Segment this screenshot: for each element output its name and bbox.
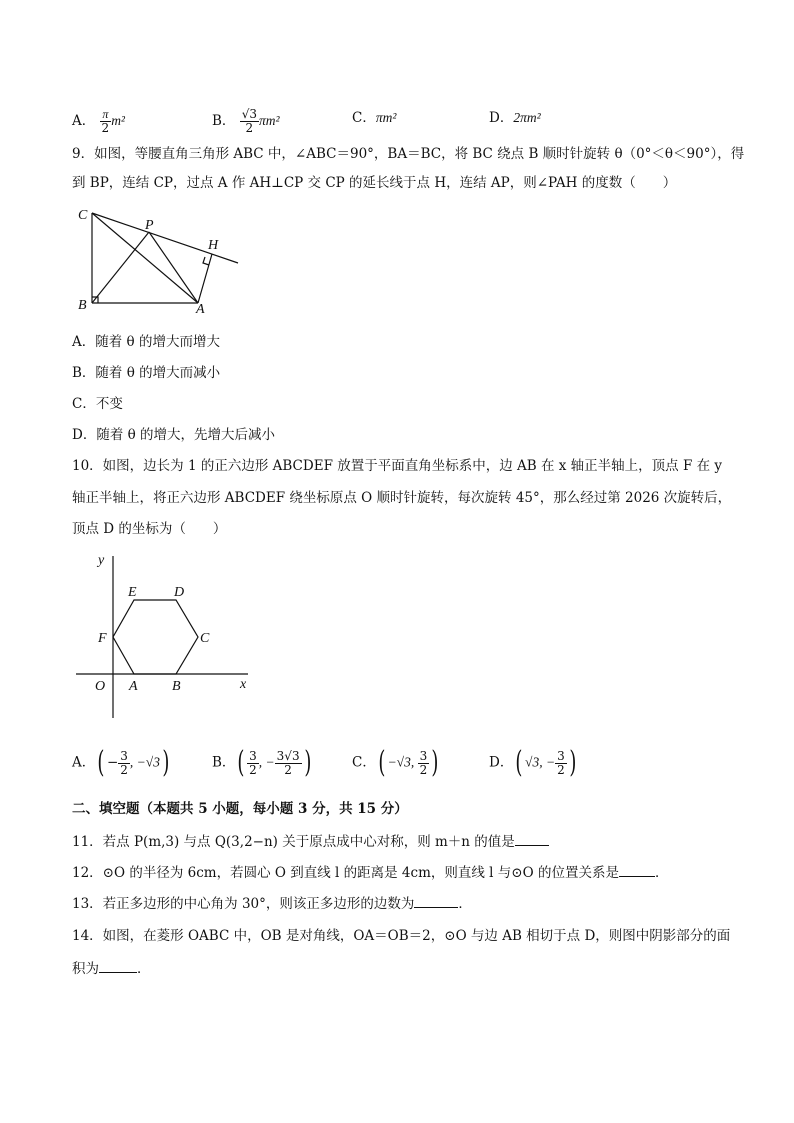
option-letter: B．: [212, 754, 236, 771]
q10-figure: [72, 550, 262, 720]
answer-blank: [99, 958, 137, 973]
q9-line1: 9．如图，等腰直角三角形 ABC 中，∠ABC＝90°，BA＝BC，将 BC 绕点 B 顺时针旋转 θ（0°＜θ＜90°），得: [72, 146, 745, 162]
q11-line: [72, 831, 549, 852]
label-h: H: [208, 238, 219, 253]
label-c: C: [78, 208, 88, 223]
q10-option-a: A．( − $\frac{3}{2}$ , −√3): [72, 745, 170, 780]
q10-option-d: D．( √3, − $\frac{3}{2}$ ): [489, 745, 577, 780]
q8-option-c: C．πm²: [352, 110, 397, 126]
q13-text: 13．若正多边形的中心角为 30°，则该正多边形的边数为: [72, 896, 415, 912]
q10-line2: 轴正半轴上，将正六边形 ABCDEF 绕坐标原点 O 顺时针旋转，每次旋转 45°，那么经过第 2026 次旋转后，: [72, 490, 732, 506]
q8-option-d: D．2πm²: [489, 110, 541, 126]
label-c: C: [200, 631, 210, 646]
q13-line: [72, 893, 472, 914]
segment-bp: [92, 232, 149, 303]
q10-line1: 10．如图，边长为 1 的正六边形 ABCDEF 放置于平面直角坐标系中，边 AB 在 x 轴正半轴上，顶点 F 在 y: [72, 458, 723, 474]
q14-end: ．: [137, 961, 151, 977]
option-letter: A．: [72, 754, 96, 771]
q14-line2: [72, 958, 151, 979]
q14-line1: 14．如图，在菱形 OABC 中，OB 是对角线，OA＝OB＝2，⊙O 与边 AB 相切于点 D，则图中阴影部分的面: [72, 928, 731, 944]
label-b: B: [172, 679, 181, 694]
q9-option-a: A．随着 θ 的增大而增大: [72, 334, 220, 350]
q10-option-c: C．( −√3, $\frac{3}{2}$ ): [352, 745, 439, 780]
label-o: O: [95, 679, 106, 694]
q8-option-b: B． $\frac{√3}{2}$ πm²: [212, 107, 280, 135]
right-angle-h: [203, 257, 209, 265]
hexagon-abcdef: [113, 600, 198, 674]
q12-end: ．: [654, 865, 669, 881]
q8-option-a: A． $\frac{\pi}{2}$ m²: [72, 107, 125, 135]
option-b-fraction: $\frac{√3}{2}$: [241, 107, 257, 135]
q12-line: [72, 862, 668, 883]
q10-option-b: B．( $\frac{3}{2}$ , − $\frac{3√3}{2}$ ): [212, 745, 311, 780]
option-letter: D．: [489, 754, 514, 771]
label-e: E: [128, 585, 137, 600]
q9-option-c: C．不变: [72, 396, 123, 412]
answer-blank: [414, 893, 458, 908]
label-d: D: [174, 585, 185, 600]
option-letter: C．: [352, 754, 376, 771]
q9-line2: 到 BP，连结 CP，过点 A 作 AH⊥CP 交 CP 的延长线于点 H，连结 AP，则∠PAH 的度数（ ）: [72, 175, 677, 191]
label-x: x: [240, 677, 247, 692]
q11-text: 11．若点 P(m,3) 与点 Q(3,2−n) 关于原点成中心对称，则 m＋n 的值是: [72, 834, 515, 850]
segment-ah: [198, 254, 212, 303]
option-letter: A．: [72, 113, 96, 129]
q12-text: 12．⊙O 的半径为 6cm，若圆心 O 到直线 l 的距离是 4cm，则直线 l 与⊙O 的位置关系是: [72, 865, 619, 881]
q9-figure: [72, 205, 312, 315]
option-letter: D．: [489, 110, 514, 126]
section-heading: 二、填空题（本题共 5 小题，每小题 3 分，共 15 分）: [72, 801, 408, 817]
option-letter: C．: [352, 110, 376, 126]
label-f: F: [98, 631, 107, 646]
q14-text: 积为: [72, 961, 99, 977]
q9-option-b: B．随着 θ 的增大而减小: [72, 365, 221, 381]
q10-line3: 顶点 D 的坐标为（ ）: [72, 521, 227, 537]
label-y: y: [98, 553, 105, 568]
answer-blank: [515, 831, 549, 846]
option-letter: B．: [212, 113, 236, 129]
label-b: B: [78, 298, 87, 313]
answer-blank: [619, 862, 655, 877]
q9-option-d: D．随着 θ 的增大，先增大后减小: [72, 427, 276, 443]
q13-end: ．: [458, 896, 472, 912]
option-a-fraction: $\frac{\pi}{2}$: [101, 107, 110, 135]
label-a: A: [129, 679, 138, 694]
label-a: A: [196, 302, 205, 315]
label-p: P: [145, 218, 154, 233]
